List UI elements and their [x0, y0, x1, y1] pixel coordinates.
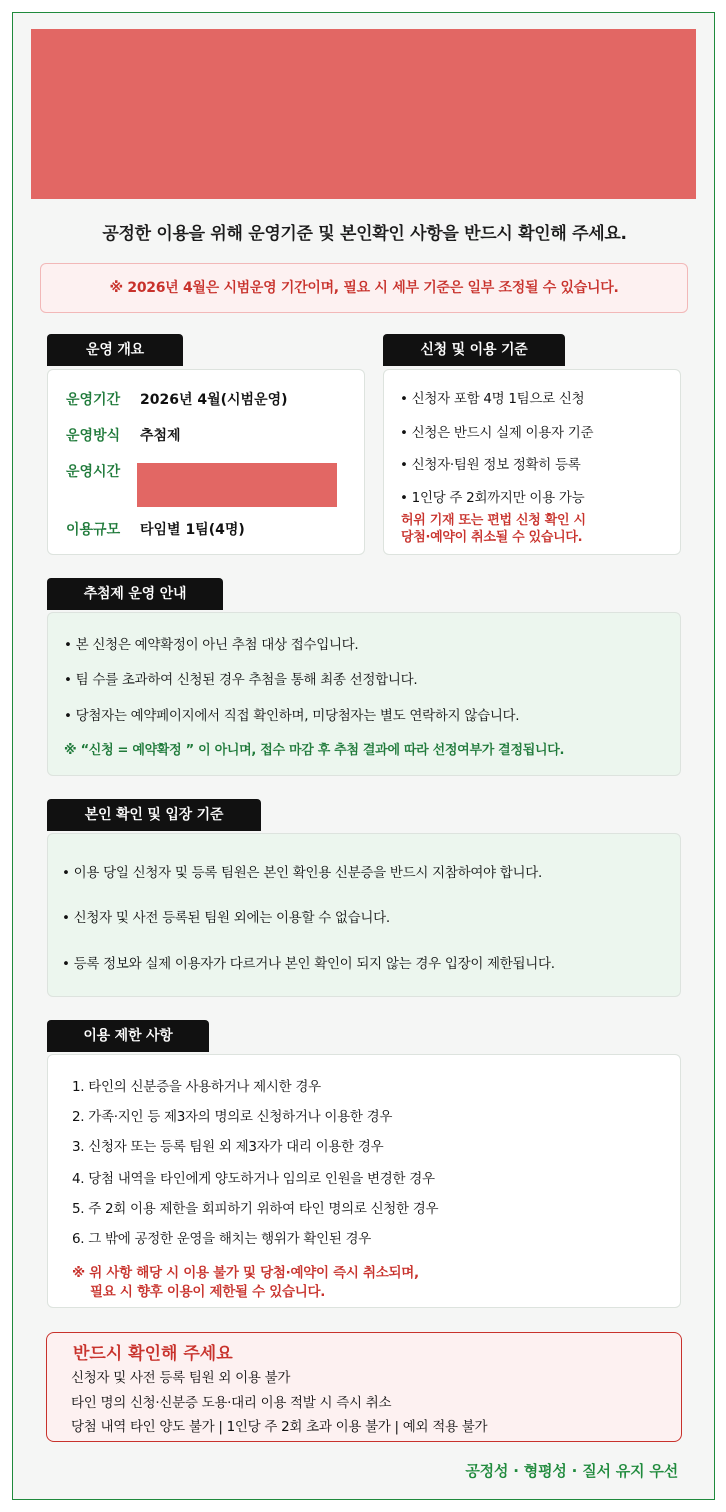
overview-key: 이용규모: [66, 522, 121, 538]
tab-identity: 본인 확인 및 입장 기준: [47, 799, 261, 831]
identity-item: • 이용 당일 신청자 및 등록 팀원은 본인 확인용 신분증을 반드시 지참하여야 합니다.: [62, 865, 543, 881]
must-check-title: 반드시 확인해 주세요: [73, 1344, 233, 1364]
overview-key: 운영방식: [66, 428, 121, 444]
tab-restrictions: 이용 제한 사항: [47, 1020, 209, 1052]
overview-value: 2026년 4월(시범운영): [140, 392, 288, 408]
restriction-item: 5. 주 2회 이용 제한을 회피하기 위하여 타인 명의로 신청한 경우: [72, 1201, 439, 1217]
identity-box: [47, 833, 681, 997]
criteria-item: • 신청은 반드시 실제 이용자 기준: [400, 425, 594, 441]
criteria-item: • 1인당 주 2회까지만 이용 가능: [400, 490, 585, 506]
lottery-item: • 본 신청은 예약확정이 아닌 추첨 대상 접수입니다.: [64, 637, 359, 653]
must-check-box: [46, 1332, 682, 1442]
page-frame: [12, 12, 715, 1500]
overview-row-method: [66, 425, 181, 445]
page-headline: 공정한 이용을 위해 운영기준 및 본인확인 사항을 반드시 확인해 주세요.: [102, 224, 627, 244]
identity-item: • 신청자 및 사전 등록된 팀원 외에는 이용할 수 없습니다.: [62, 910, 390, 926]
overview-value: 추첨제: [140, 428, 181, 444]
overview-key: 운영기간: [66, 392, 121, 408]
banner-image-redacted: [31, 29, 696, 199]
overview-value: 타임별 1팀(4명): [140, 522, 245, 538]
restrictions-box: [47, 1054, 681, 1308]
criteria-warning: 당첨·예약이 취소될 수 있습니다.: [401, 530, 583, 545]
must-check-line: 신청자 및 사전 등록 팀원 외 이용 불가: [71, 1370, 291, 1386]
tab-lottery: 추첨제 운영 안내: [47, 578, 223, 610]
criteria-item: • 신청자 포함 4명 1팀으로 신청: [400, 391, 585, 407]
lottery-item: • 당첨자는 예약페이지에서 직접 확인하며, 미당첨자는 별도 연락하지 않습니다.: [64, 708, 520, 724]
restrictions-warning: ※ 위 사항 해당 시 이용 불가 및 당첨·예약이 즉시 취소되며,: [72, 1265, 419, 1281]
lottery-box: [47, 612, 681, 776]
hours-redacted: [137, 463, 337, 507]
pilot-notice: ※ 2026년 4월은 시범운영 기간이며, 필요 시 세부 기준은 일부 조정될 수 있습니다.: [40, 263, 688, 313]
overview-row-scale: [66, 519, 245, 539]
restriction-item: 4. 당첨 내역을 타인에게 양도하거나 임의로 인원을 변경한 경우: [72, 1171, 435, 1187]
footer-slogan: 공정성 · 형평성 · 질서 유지 우선: [465, 1462, 678, 1480]
identity-item: • 등록 정보와 실제 이용자가 다르거나 본인 확인이 되지 않는 경우 입장이 제한됩니다.: [62, 956, 555, 972]
lottery-item: • 팀 수를 초과하여 신청된 경우 추첨을 통해 최종 선정합니다.: [64, 672, 418, 688]
restriction-item: 2. 가족·지인 등 제3자의 명의로 신청하거나 이용한 경우: [72, 1109, 393, 1125]
restrictions-warning: 필요 시 향후 이용이 제한될 수 있습니다.: [90, 1284, 326, 1300]
restriction-item: 3. 신청자 또는 등록 팀원 외 제3자가 대리 이용한 경우: [72, 1139, 384, 1155]
criteria-item: • 신청자·팀원 정보 정확히 등록: [400, 457, 581, 473]
restriction-item: 6. 그 밖에 공정한 운영을 해치는 행위가 확인된 경우: [72, 1231, 372, 1247]
criteria-box: [383, 369, 681, 555]
overview-row-period: [66, 389, 288, 409]
tab-criteria: 신청 및 이용 기준: [383, 334, 565, 366]
criteria-warning: 허위 기재 또는 편법 신청 확인 시: [401, 513, 586, 528]
must-check-line: 타인 명의 신청·신분증 도용·대리 이용 적발 시 즉시 취소: [71, 1395, 392, 1411]
overview-key: 운영시간: [66, 464, 121, 480]
restriction-item: 1. 타인의 신분증을 사용하거나 제시한 경우: [72, 1079, 321, 1095]
lottery-note: ※ “신청 = 예약확정 ” 이 아니며, 접수 마감 후 추첨 결과에 따라 선정여부가 결정됩니다.: [64, 743, 565, 758]
tab-overview: 운영 개요: [47, 334, 183, 366]
must-check-line: 당첨 내역 타인 양도 불가 | 1인당 주 2회 초과 이용 불가 | 예외 적용 불가: [71, 1419, 488, 1435]
overview-row-hours: [66, 461, 140, 481]
overview-box: [47, 369, 365, 555]
